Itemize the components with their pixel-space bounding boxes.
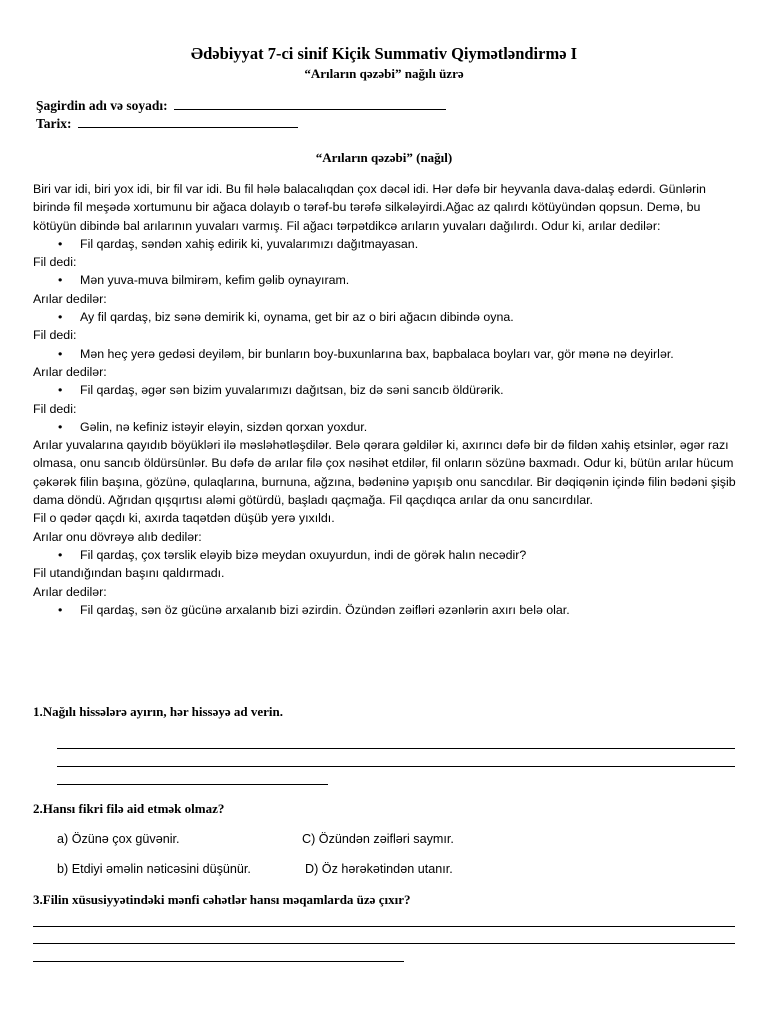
dialogue-line: • Ay fil qardaş, biz sənə demirik ki, oynama, get bir az o biri ağacın dibində oyna. bbox=[80, 308, 738, 326]
story-paragraph: Arılar yuvalarına qayıdıb böyükləri ilə məsləhətləşdilər. Belə qərara gəldilər ki, axırıncı dəfə bir də fildən xahiş etsinlər, əgər razı olmasa, onu sancıb öldürsünlər. Bu dəfə də arılar filə çox nəsihət etdilər, fil onların sözünə baxmadı. Odur ki, bütün arılar hücum çəkərək filin başına, gözünə, qulaqlarına, burnuna, ağzına, bədəninə yapışıb onu sancdılar. Bir dəqiqənin içində filin bədəni şişib dama döndü. Ağrıdan qışqırtısı aləmi götürdü, başladı qaçmağa. Fil qaçdıqca arılar da onu sancırdılar. bbox=[33, 438, 736, 508]
student-name-line[interactable] bbox=[174, 108, 446, 110]
story-paragraph: Fil dedi: bbox=[33, 328, 77, 343]
dialogue-list bbox=[33, 546, 738, 564]
story-title: “Arıların qəzəbi” (nağıl) bbox=[315, 150, 453, 165]
dialogue-list bbox=[33, 308, 738, 326]
story-paragraph: Biri var idi, biri yox idi, bir fil var idi. Bu fil hələ balacalıqdan çox dəcəl idi. Hər dəfə bir heyvanla dava-dalaş edərdi. Günlərin birində fil meşədə xortumunu bir ağaca dolayıb o tərəf-bu tərəfə silkələyirdi.Ağac az qalırdı kötüyündən qopsun. Demə, bu kötüyün dibində bal arılarının yuvaları varmış. Fil ağacı tərpətdikcə arıların yuvaları dağılırdı. Odur ki, arılar dedilər: bbox=[33, 182, 706, 233]
dialogue-line: • Mən yuva-muva bilmirəm, kefim gəlib oynayıram. bbox=[80, 271, 738, 289]
dialogue-list bbox=[33, 601, 738, 619]
answer-line-q1-2[interactable] bbox=[57, 766, 735, 767]
dialogue-list bbox=[33, 271, 738, 289]
dialogue-line: • Fil qardaş, sən öz gücünə arxalanıb bizi əzirdin. Özündən zəifləri əzənlərin axırı belə olar. bbox=[80, 601, 738, 619]
story-paragraph: Fil dedi: bbox=[33, 401, 77, 416]
dialogue-list bbox=[33, 345, 738, 363]
story-paragraph: Arılar onu dövrəyə alıb dedilər: bbox=[33, 529, 202, 544]
question-1: 1.Nağılı hissələrə ayırın, hər hissəyə ad verin. bbox=[33, 704, 283, 719]
dialogue-line: • Mən heç yerə gedəsi deyiləm, bir bunların boy-buxunlarına bax, bapbalaca boyları var, gör mənə nə deyirlər. bbox=[80, 345, 738, 363]
dialogue-line: • Gəlin, nə kefiniz istəyir eləyin, sizdən qorxan yoxdur. bbox=[80, 418, 738, 436]
answer-line-q1-1[interactable] bbox=[57, 748, 735, 749]
story-text bbox=[33, 180, 738, 619]
date-line[interactable] bbox=[78, 126, 298, 128]
dialogue-line: • Fil qardaş, çox tərslik eləyib bizə meydan oxuyurdun, indi de görək halın necədir? bbox=[80, 546, 738, 564]
question-3: 3.Filin xüsusiyyətindəki mənfi cəhətlər hansı məqamlarda üzə çıxır? bbox=[33, 892, 411, 907]
date-label: Tarix: bbox=[36, 116, 72, 131]
story-paragraph: Arılar dedilər: bbox=[33, 364, 107, 379]
page-title: Ədəbiyyat 7-ci sinif Kiçik Summativ Qiymətləndirmə I bbox=[190, 44, 578, 63]
answer-line-q1-3[interactable] bbox=[57, 784, 328, 785]
date-field bbox=[36, 116, 298, 132]
dialogue-list bbox=[33, 235, 738, 253]
option-c[interactable]: C) Özündən zəifləri saymır. bbox=[302, 832, 454, 846]
dialogue-list bbox=[33, 381, 738, 399]
story-paragraph: Fil utandığından başını qaldırmadı. bbox=[33, 566, 225, 581]
dialogue-list bbox=[33, 418, 738, 436]
option-a[interactable]: a) Özünə çox güvənir. bbox=[57, 832, 180, 846]
story-paragraph: Fil dedi: bbox=[33, 255, 77, 270]
dialogue-line: • Fil qardaş, əgər sən bizim yuvalarımızı dağıtsan, biz də səni sancıb öldürərik. bbox=[80, 381, 738, 399]
story-paragraph: Fil o qədər qaçdı ki, axırda taqətdən düşüb yerə yıxıldı. bbox=[33, 511, 335, 526]
story-paragraph: Arılar dedilər: bbox=[33, 291, 107, 306]
dialogue-line: • Fil qardaş, səndən xahiş edirik ki, yuvalarımızı dağıtmayasan. bbox=[80, 235, 738, 253]
option-d[interactable]: D) Öz hərəkətindən utanır. bbox=[305, 862, 453, 876]
question-2: 2.Hansı fikri filə aid etmək olmaz? bbox=[33, 801, 225, 816]
option-b[interactable]: b) Etdiyi əməlin nəticəsini düşünür. bbox=[57, 862, 251, 876]
answer-line-q3-3[interactable] bbox=[33, 961, 404, 962]
student-name-field bbox=[36, 98, 446, 114]
page-subtitle: “Arıların qəzəbi” nağılı üzrə bbox=[304, 66, 464, 81]
answer-line-q3-2[interactable] bbox=[33, 943, 735, 944]
answer-line-q3-1[interactable] bbox=[33, 926, 735, 927]
student-name-label: Şagirdin adı və soyadı: bbox=[36, 98, 168, 113]
story-paragraph: Arılar dedilər: bbox=[33, 584, 107, 599]
